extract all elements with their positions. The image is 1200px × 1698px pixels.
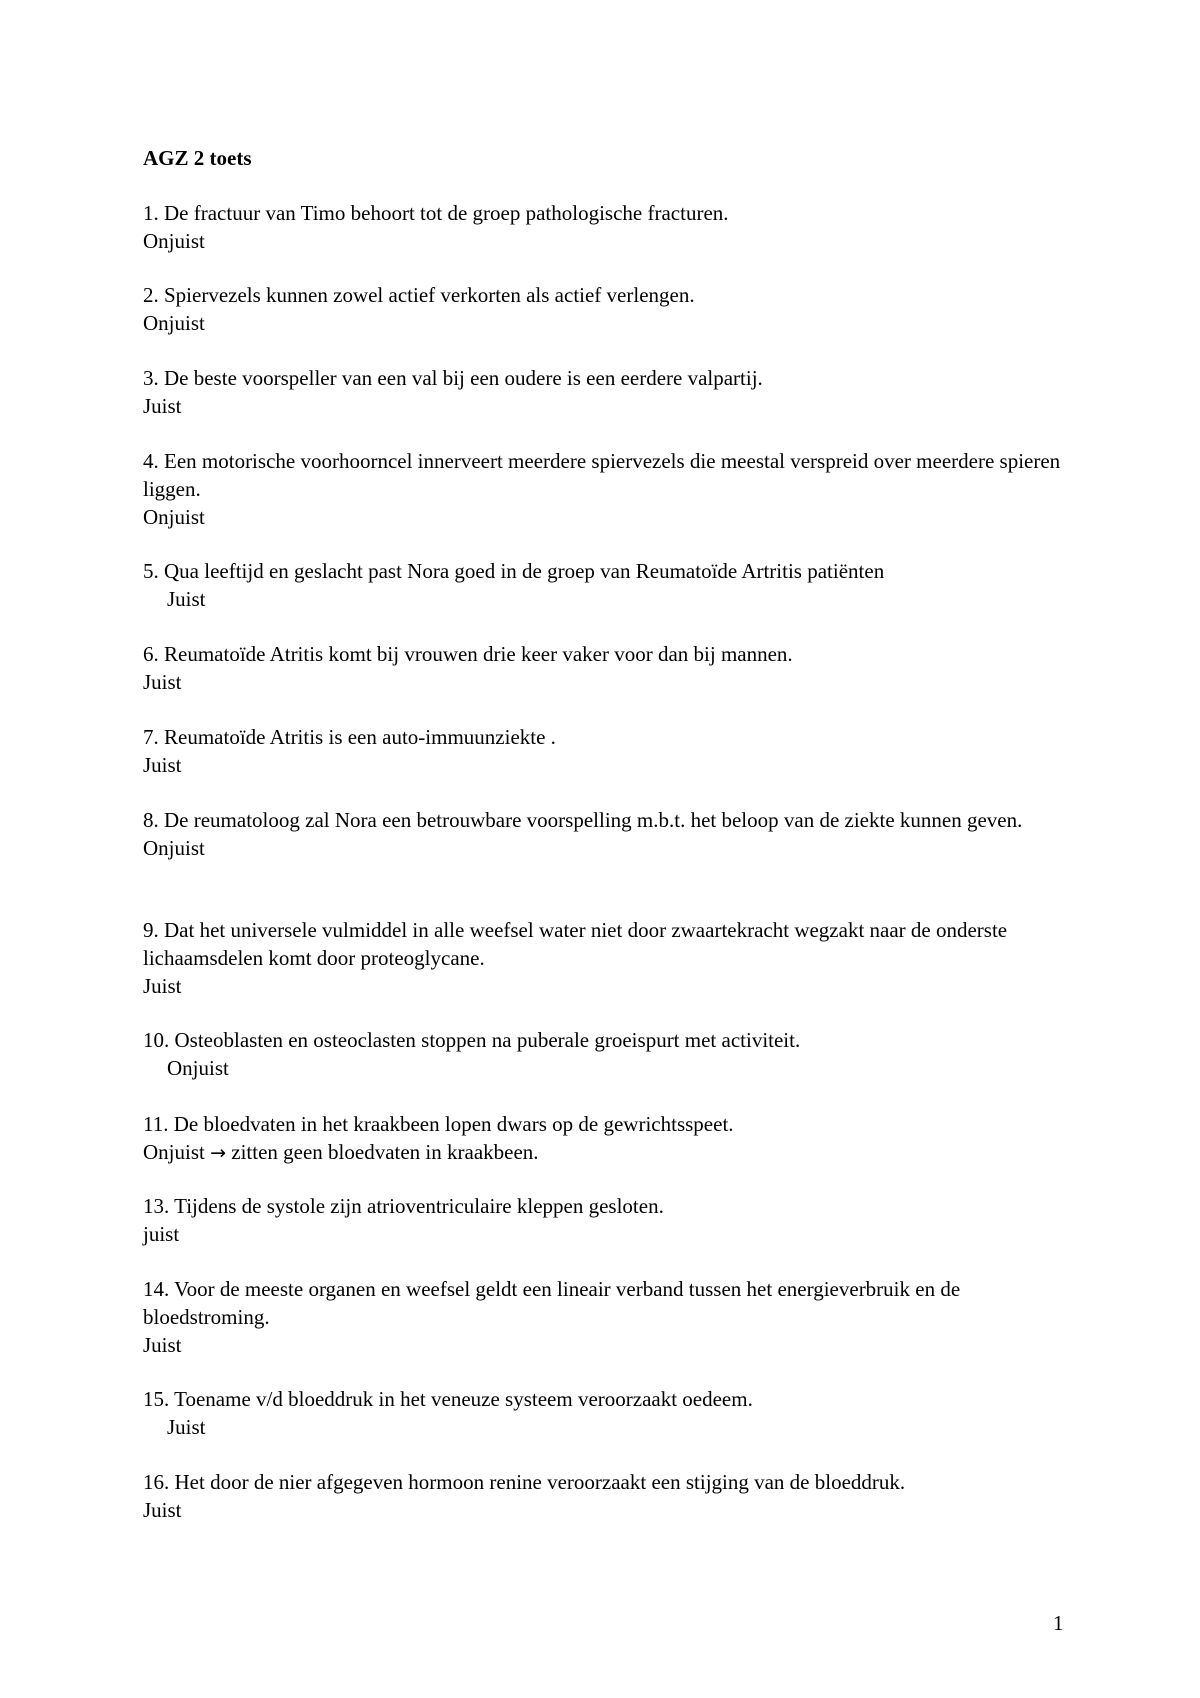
question-text: 10. Osteoblasten en osteoclasten stoppen na puberale groeispurt met activiteit. <box>143 1028 801 1052</box>
question-text: 16. Het door de nier afgegeven hormoon renine veroorzaakt een stijging van de bloeddruk. <box>143 1470 906 1494</box>
answer-text: Onjuist <box>143 311 205 335</box>
question-item <box>143 1192 1073 1248</box>
answer-text: Onjuist <box>167 1056 229 1080</box>
question-text: 8. De reumatoloog zal Nora een betrouwbare voorspelling m.b.t. het beloop van de ziekte kunnen geven. <box>143 808 1023 832</box>
question-item <box>143 1468 1073 1524</box>
question-text: 5. Qua leeftijd en geslacht past Nora goed in de groep van Reumatoïde Artritis patiënten <box>143 559 885 583</box>
question-text: 9. Dat het universele vulmiddel in alle weefsel water niet door zwaartekracht wegzakt naar de onderste lichaamsdelen komt door proteoglycane. <box>143 918 1008 970</box>
question-item <box>143 364 1073 420</box>
question-text: 11. De bloedvaten in het kraakbeen lopen dwars op de gewrichtsspeet. <box>143 1112 734 1136</box>
question-item <box>143 1275 1073 1359</box>
question-item <box>143 447 1073 531</box>
question-item <box>143 557 1073 613</box>
question-text: 2. Spiervezels kunnen zowel actief verkorten als actief verlengen. <box>143 283 695 307</box>
answer-text: Juist <box>143 394 182 418</box>
question-item <box>143 916 1073 1000</box>
question-text: 15. Toename v/d bloeddruk in het veneuze systeem veroorzaakt oedeem. <box>143 1387 753 1411</box>
question-item <box>143 1110 1073 1167</box>
question-item <box>143 723 1073 779</box>
answer-text: Juist <box>167 1415 206 1439</box>
question-text: 4. Een motorische voorhoorncel innerveert meerdere spiervezels die meestal verspreid over meerdere spieren liggen. <box>143 449 1061 501</box>
answer-text: Onjuist <box>143 229 205 253</box>
answer-text: juist <box>143 1222 180 1246</box>
answer-text: Juist <box>143 974 182 998</box>
answer-line <box>143 1138 1073 1167</box>
answer-text: Onjuist <box>143 505 205 529</box>
question-item <box>143 806 1073 862</box>
question-text: 14. Voor de meeste organen en weefsel geldt een lineair verband tussen het energieverbruik en de bloedstroming. <box>143 1277 961 1329</box>
question-item <box>143 1026 1073 1082</box>
answer-text: Juist <box>167 587 206 611</box>
answer-text: Juist <box>143 753 182 777</box>
document-title: AGZ 2 toets <box>143 146 252 170</box>
answer-text: Juist <box>143 1333 182 1357</box>
answer-text: Onjuist <box>143 1140 205 1164</box>
page-number: 1 <box>1053 1611 1064 1635</box>
answer-note: zitten geen bloedvaten in kraakbeen. <box>231 1140 539 1164</box>
question-text: 1. De fractuur van Timo behoort tot de groep pathologische fracturen. <box>143 201 729 225</box>
question-item <box>143 281 1073 337</box>
question-item <box>143 199 1073 255</box>
question-item <box>143 640 1073 696</box>
answer-text: Onjuist <box>143 836 205 860</box>
question-item <box>143 1385 1073 1441</box>
question-text: 7. Reumatoïde Atritis is een auto-immuunziekte . <box>143 725 556 749</box>
answer-text: Juist <box>143 1498 182 1522</box>
answer-text: Juist <box>143 670 182 694</box>
question-text: 3. De beste voorspeller van een val bij een oudere is een eerdere valpartij. <box>143 366 763 390</box>
question-text: 6. Reumatoïde Atritis komt bij vrouwen drie keer vaker voor dan bij mannen. <box>143 642 793 666</box>
question-text: 13. Tijdens de systole zijn atrioventriculaire kleppen gesloten. <box>143 1194 664 1218</box>
right-arrow-icon: → <box>210 1142 227 1164</box>
